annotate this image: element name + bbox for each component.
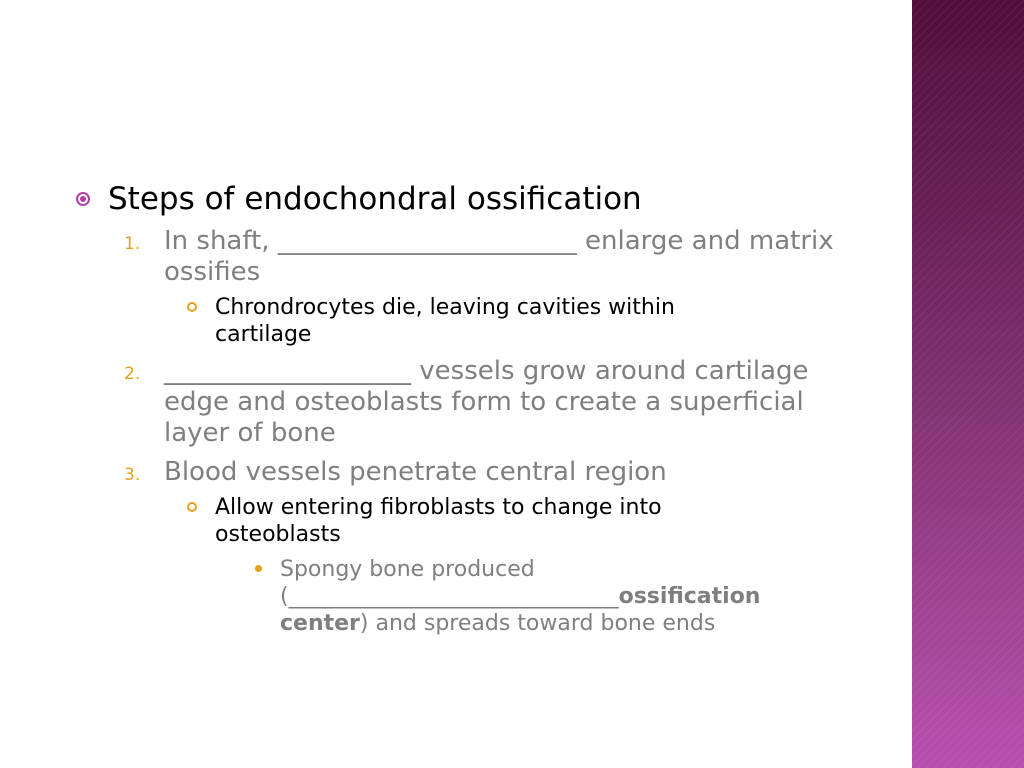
decorative-side-panel [912, 0, 1024, 768]
sub-point: Chrondrocytes die, leaving cavities within cartilage [215, 295, 675, 347]
step-text: In shaft, _______________________ enlarge and matrix ossifies [164, 226, 834, 287]
detail-text-after: ) and spreads toward bone ends [359, 611, 716, 636]
sub-point: Allow entering fibroblasts to change into osteoblasts [215, 495, 662, 547]
detail-text-before: Spongy bone produced (______________________________ [280, 557, 619, 609]
detail-point [280, 556, 820, 637]
slide-heading: Steps of endochondral ossification [108, 181, 642, 217]
step-text: Blood vessels penetrate central region [164, 457, 667, 487]
step-text: ___________________ vessels grow around cartilage edge and osteoblasts form to create a superficial layer of bone [164, 356, 809, 448]
circle-bullet-icon [187, 302, 197, 312]
step-number: 1. [124, 234, 141, 254]
dot-bullet-icon [255, 565, 262, 572]
target-bullet-icon [76, 192, 90, 206]
step-number: 2. [124, 364, 141, 384]
circle-bullet-icon [187, 502, 197, 512]
step-number: 3. [124, 465, 141, 485]
detail-text-bold: ossification center [280, 584, 761, 636]
